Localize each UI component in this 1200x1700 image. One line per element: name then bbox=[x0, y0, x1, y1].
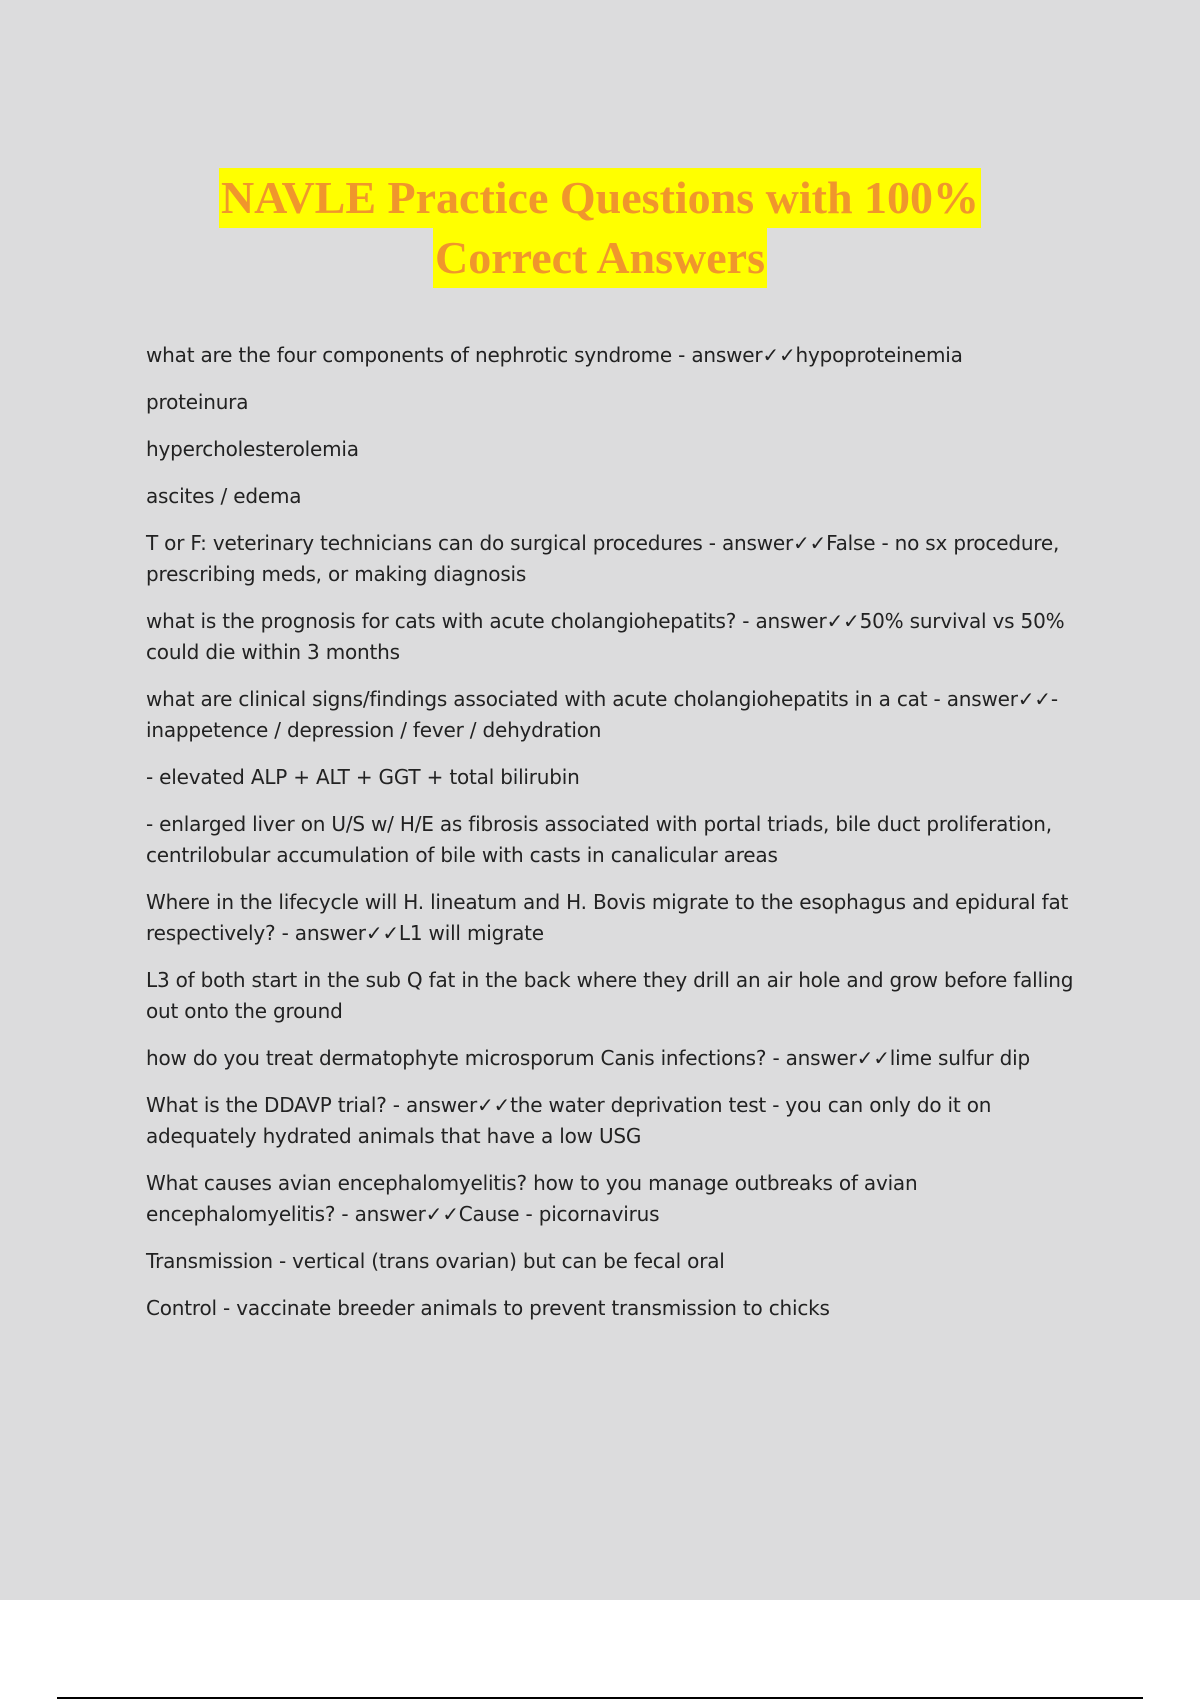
paragraph: Transmission - vertical (trans ovarian) but can be fecal oral bbox=[146, 1249, 725, 1273]
paragraph: What causes avian encephalomyelitis? how to you manage outbreaks of avian encephalomyelitis? - answer✓✓Cause - picornavirus bbox=[146, 1171, 918, 1226]
paragraph: what is the prognosis for cats with acute cholangiohepatits? - answer✓✓50% survival vs 50% could die within 3 months bbox=[146, 609, 1065, 664]
paragraph: - elevated ALP + ALT + GGT + total bilirubin bbox=[146, 765, 580, 789]
paragraph: what are clinical signs/findings associated with acute cholangiohepatits in a cat - answer✓✓- inappetence / depression / fever / dehydration bbox=[146, 687, 1058, 742]
paragraph: what are the four components of nephrotic syndrome - answer✓✓hypoproteinemia bbox=[146, 343, 963, 367]
paragraph: Where in the lifecycle will H. lineatum and H. Bovis migrate to the esophagus and epidural fat respectively? - answer✓✓L1 will migrate bbox=[146, 890, 1069, 945]
title-line-2: Correct Answers bbox=[433, 228, 767, 288]
paragraph: T or F: veterinary technicians can do surgical procedures - answer✓✓False - no sx procedure, prescribing meds, or making diagnosis bbox=[146, 531, 1060, 586]
paragraph: hypercholesterolemia bbox=[146, 437, 359, 461]
paragraph: proteinura bbox=[146, 390, 249, 414]
document-title bbox=[0, 168, 1200, 288]
paragraph: Control - vaccinate breeder animals to prevent transmission to chicks bbox=[146, 1296, 830, 1320]
paragraph: What is the DDAVP trial? - answer✓✓the water deprivation test - you can only do it on adequately hydrated animals that have a low USG bbox=[146, 1093, 992, 1148]
paragraph: how do you treat dermatophyte microsporum Canis infections? - answer✓✓lime sulfur dip bbox=[146, 1046, 1030, 1070]
footer-divider bbox=[57, 1697, 1143, 1699]
paragraph: L3 of both start in the sub Q fat in the back where they drill an air hole and grow before falling out onto the ground bbox=[146, 968, 1074, 1023]
paragraph: ascites / edema bbox=[146, 484, 302, 508]
question-list bbox=[146, 340, 1076, 1340]
title-line-1: NAVLE Practice Questions with 100% bbox=[219, 168, 981, 228]
paragraph: - enlarged liver on U/S w/ H/E as fibrosis associated with portal triads, bile duct proliferation, centrilobular accumulation of bile with casts in canalicular areas bbox=[146, 812, 1052, 867]
